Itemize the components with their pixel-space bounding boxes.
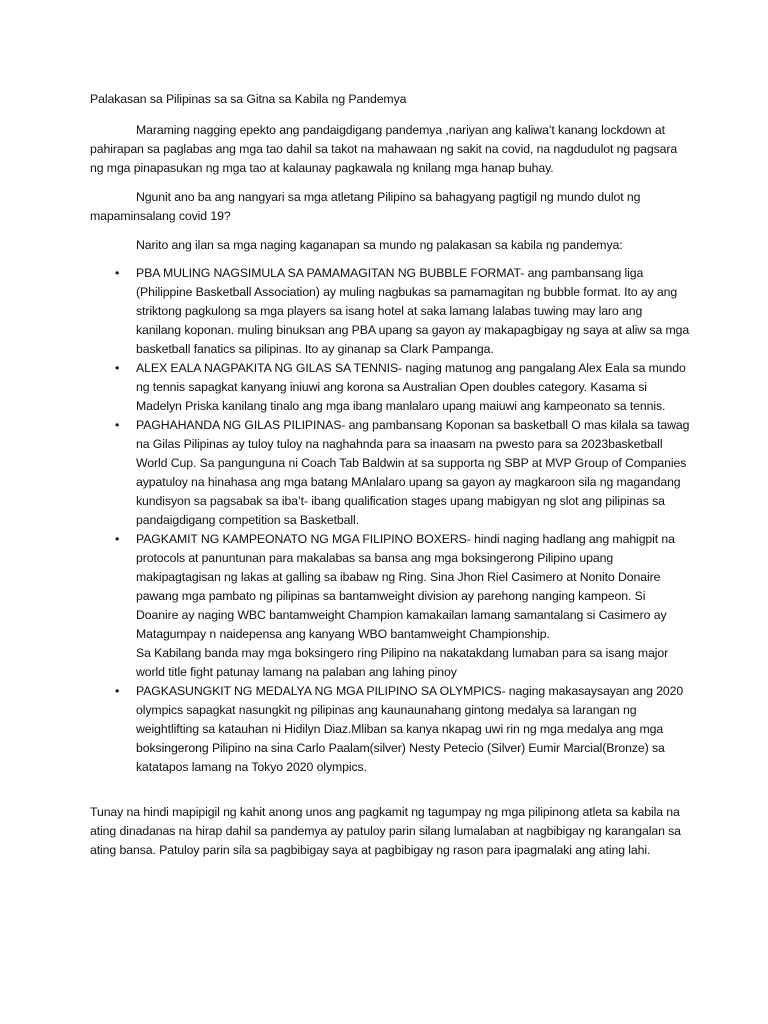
intro-paragraph-2: Ngunit ano ba ang nangyari sa mga atletang Pilipino sa bahagyang pagtigil ng mundo dulot ng mapaminsalang covid 19?	[90, 190, 641, 223]
document-title: Palakasan sa Pilipinas sa sa Gitna sa Kabila ng Pandemya	[90, 92, 407, 106]
list-item-text: PAGKAMIT NG KAMPEONATO NG MGA FILIPINO BOXERS- hindi naging hadlang ang mahigpit na protocols at panuntunan para makalabas sa bansa ang mga boksingerong Pilipino upang makipagtagisan ng lakas at galling sa ibabaw ng Ring. Sina Jhon Riel Casimero at Nonito Donaire pawang mga pambato ng pilipinas sa bantamweight division ay parehong nanging kampeon. Si Doanire ay naging WBC bantamweight Champion kamakailan lamang samantalang si Casimero ay Matagumpay n naidepensa ang kanyang WBO bantamweight Championship.	[136, 532, 675, 641]
list-item	[90, 359, 690, 416]
list-item	[90, 264, 690, 359]
bullet-icon: •	[115, 532, 120, 546]
bullet-icon: •	[115, 361, 120, 375]
list-item-extra-text: Sa Kabilang banda may mga boksingero ring Pilipino na nakatakdang lumaban para sa isang major world title fight patunay lamang na palaban ang lahing pinoy	[136, 646, 669, 679]
closing-paragraph: Tunay na hindi mapipigil ng kahit anong unos ang pagkamit ng tagumpay ng mga pilipinong atleta sa kabila na ating dinadanas na hirap dahil sa pandemya ay patuloy parin silang lumalaban at nagbibigay ng karangalan sa ating bansa. Patuloy parin sila sa pagbibigay saya at pagbibigay ng rason para ipagmalaki ang ating lahi.	[90, 805, 681, 857]
list-item-text: PBA MULING NAGSIMULA SA PAMAMAGITAN NG BUBBLE FORMAT- ang pambansang liga (Philippine Basketball Association) ay muling nagbukas sa pamamagitan ng bubble format. Ito ay ang striktong pagkulong sa mga players sa isang hotel at saka lamang lalabas tuwing may laro ang kanilang koponan. muling binuksan ang PBA upang sa gayon ay makapagbigay ng saya at aliw sa mga basketball fanatics sa pilipinas. Ito ay ginanap sa Clark Pampanga.	[136, 266, 690, 356]
bullet-icon: •	[115, 266, 120, 280]
bullet-icon: •	[115, 418, 120, 432]
list-item	[90, 416, 690, 530]
events-list	[90, 264, 690, 777]
intro-paragraph-3: Narito ang ilan sa mga naging kaganapan sa mundo ng palakasan sa kabila ng pandemya:	[136, 238, 623, 252]
intro-paragraph-1: Maraming nagging epekto ang pandaigdigang pandemya ,nariyan ang kaliwa’t kanang lockdown at pahirapan sa paglabas ang mga tao dahil sa takot na mahawaan ng sakit na covid, na nagdudulot ng pagsara ng mga pinapasukan ng mga tao at kalaunay pagkawala ng knilang mga hanap buhay.	[90, 123, 678, 175]
list-item	[90, 530, 690, 682]
list-item	[90, 682, 690, 777]
bullet-icon: •	[115, 684, 120, 698]
list-item-text: ALEX EALA NAGPAKITA NG GILAS SA TENNIS- naging matunog ang pangalang Alex Eala sa mundo ng tennis sapagkat kanyang iniuwi ang korona sa Australian Open doubles category. Kasama si Madelyn Priska kanilang tinalo ang mga ibang manlalaro upang maiuwi ang kampeonato sa tennis.	[136, 361, 686, 413]
list-item-text: PAGKASUNGKIT NG MEDALYA NG MGA PILIPINO SA OLYMPICS- naging makasaysayan ang 2020 olympics sapagkat nasungkit ng pilipinas ang kaunaunahang gintong medalya sa larangan ng weightlifting sa katauhan ni Hidilyn Diaz.Mliban sa kanya nkapag uwi rin ng mga medalya ang mga boksingerong Pilipino na sina Carlo Paalam(silver) Nesty Petecio (Silver) Eumir Marcial(Bronze) sa katatapos lamang na Tokyo 2020 olympics.	[136, 684, 684, 774]
list-item-text: PAGHAHANDA NG GILAS PILIPINAS- ang pambansang Koponan sa basketball O mas kilala sa tawag na Gilas Pilipinas ay tuloy tuloy na naghahnda para sa inaasam na pwesto para sa 2023basketball World Cup. Sa pangunguna ni Coach Tab Baldwin at sa supporta ng SBP at MVP Group of Companies aypatuloy na hinahasa ang mga batang MAnlalaro upang sa gayon ay magkaroon sila ng magandang kundisyon sa pagsabak sa iba’t- ibang qualification stages upang mabigyan ng slot ang pilipinas sa pandaigdigang competition sa Basketball.	[136, 418, 690, 527]
